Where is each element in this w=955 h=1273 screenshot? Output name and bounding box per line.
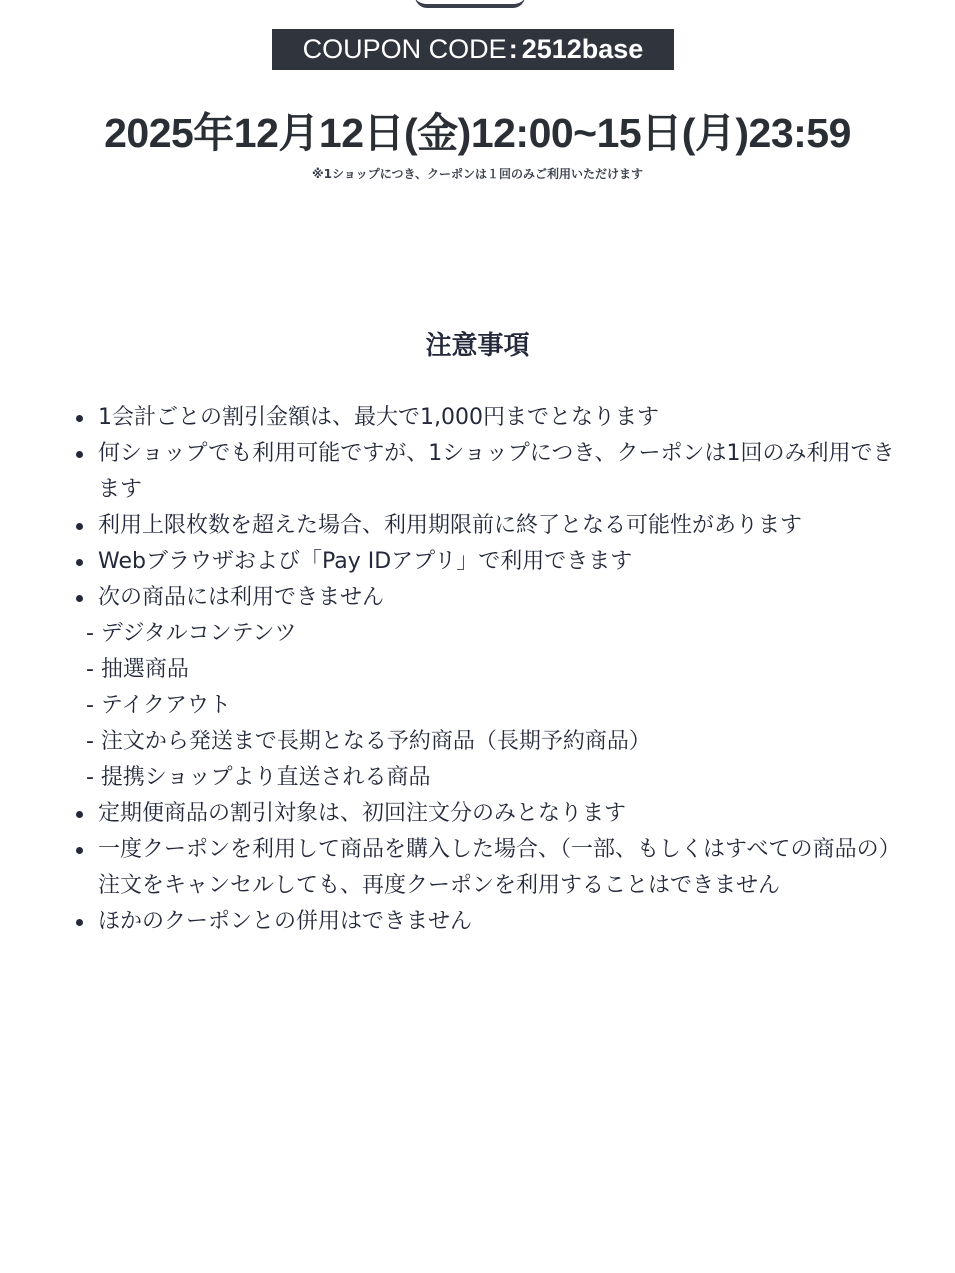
campaign-period: 2025年12月12日(金)12:00~15日(月)23:59 (104, 110, 851, 156)
note-item: ほかのクーポンとの併用はできません (75, 904, 895, 940)
coupon-code-value[interactable]: 2512base (521, 34, 644, 64)
coupon-code-label: COUPON CODE (302, 34, 507, 64)
coupon-code-banner (272, 29, 674, 70)
coupon-code-separator: : (508, 34, 518, 64)
note-item: 一度クーポンを利用して商品を購入した場合、（一部、もしくはすべての商品の）注文をキャンセルしても、再度クーポンを利用することはできません (75, 832, 895, 904)
note-item: 1会計ごとの割引金額は、最大で1,000円までとなります (75, 400, 895, 436)
excluded-item: - テイクアウト (86, 693, 231, 718)
excluded-item: - 抽選商品 (86, 657, 189, 682)
note-item: 次の商品には利用できません (75, 580, 895, 616)
header-graphic-arc (415, 0, 525, 8)
excluded-item: - デジタルコンテンツ (86, 621, 297, 646)
usage-limit-note: ※1ショップにつき、クーポンは１回のみご利用いただけます (311, 167, 644, 181)
notes-section-title: 注意事項 (425, 331, 530, 361)
note-item: 定期便商品の割引対象は、初回注文分のみとなります (75, 796, 895, 832)
excluded-item: - 注文から発送まで長期となる予約商品（長期予約商品） (86, 729, 651, 754)
excluded-item: - 提携ショップより直送される商品 (86, 765, 431, 790)
note-item: 何ショップでも利用可能ですが、1ショップにつき、クーポンは1回のみ利用できます (75, 436, 895, 508)
note-item: Webブラウザおよび「Pay IDアプリ」で利用できます (75, 544, 895, 580)
note-item: 利用上限枚数を超えた場合、利用期限前に終了となる可能性があります (75, 508, 895, 544)
notes-list (75, 400, 895, 940)
